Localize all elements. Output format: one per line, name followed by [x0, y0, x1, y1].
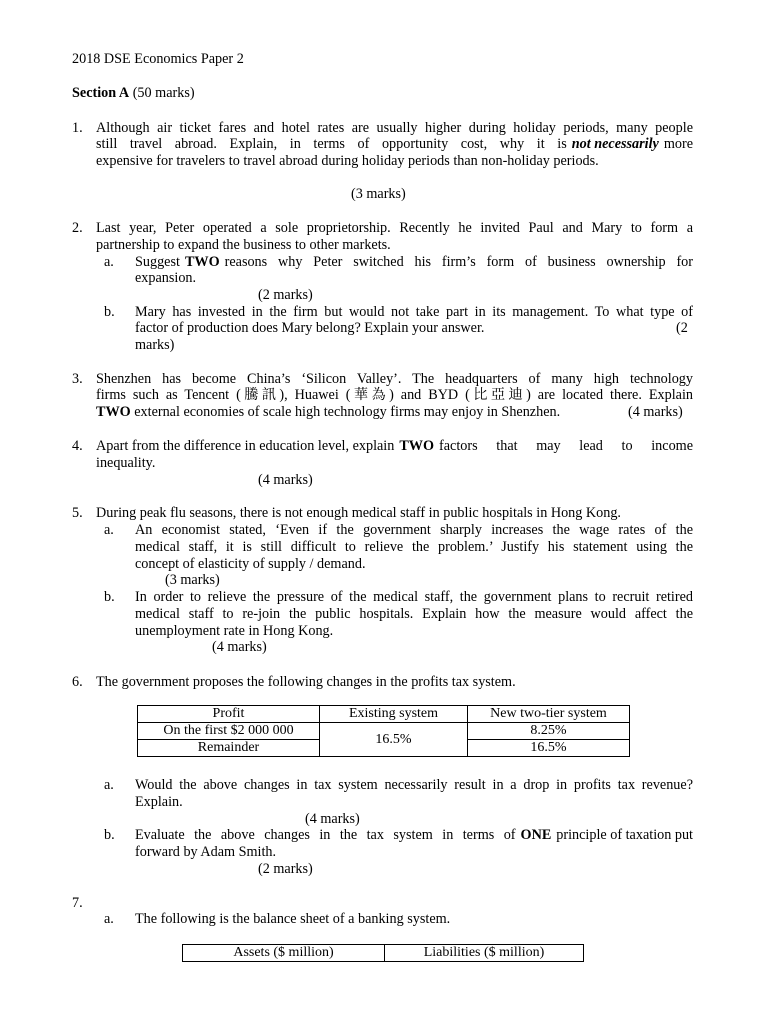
q6b-text: Evaluate the above changes in the tax system in terms of	[135, 827, 516, 843]
q2b-line: Mary has invested in the firm but would not take part in its management. To what type of	[135, 304, 693, 320]
q3-line: firms such as Tencent (騰訊), Huawei (華為) and BYD (比亞迪) are located there. Explain	[96, 387, 693, 403]
subpart-label: a.	[104, 777, 114, 793]
section-title: Section A	[72, 85, 130, 101]
q1-text: more	[663, 136, 693, 152]
q2a-bold: TWO	[184, 254, 220, 270]
q5b-line: unemployment rate in Hong Kong.	[135, 623, 334, 639]
q6b-line: forward by Adam Smith.	[135, 844, 277, 860]
table-cell: Remainder	[138, 740, 320, 757]
subpart-label: b.	[104, 589, 115, 605]
q5a-line: medical staff, it is still difficult to relieve the problem.’ Justify his statement using the	[135, 539, 693, 555]
question-number: 1.	[72, 120, 83, 136]
q6b-marks: (2 marks)	[258, 861, 313, 877]
q1-line: Although air ticket fares and hotel rates are usually higher during holiday periods, many people	[96, 120, 693, 136]
q3-line	[96, 404, 560, 421]
table-cell: 16.5%	[468, 740, 630, 757]
table-cell: On the first $2 000 000	[138, 723, 320, 740]
q3-bold: TWO	[96, 404, 131, 420]
q2b-line: factor of production does Mary belong? Explain your answer.	[135, 320, 485, 336]
q4-line	[96, 438, 693, 455]
q7a-line: The following is the balance sheet of a banking system.	[135, 911, 451, 927]
q2a-marks: (2 marks)	[258, 287, 313, 303]
q2b-marks: (2	[676, 320, 688, 336]
q2-line: Last year, Peter operated a sole proprietorship. Recently he invited Paul and Mary to form a	[96, 220, 693, 236]
q2a-text: reasons why Peter switched his firm’s form of business ownership for	[224, 254, 693, 270]
document-header: 2018 DSE Economics Paper 2	[72, 51, 244, 67]
q4-text: factors that may lead to income	[439, 438, 693, 454]
table-header: Existing system	[320, 706, 468, 723]
q2-line: partnership to expand the business to other markets.	[96, 237, 391, 253]
q1-line: expensive for travelers to travel abroad during holiday periods than non-holiday periods.	[96, 153, 599, 169]
q1-emphasis: not necessarily	[571, 136, 659, 152]
table-header-row	[183, 945, 584, 962]
q6a-line: Would the above changes in tax system necessarily result in a drop in profits tax revenue?	[135, 777, 693, 793]
q5a-line: An economist stated, ‘Even if the government sharply increases the wage rates of the	[135, 522, 693, 538]
q5b-marks: (4 marks)	[212, 639, 267, 655]
q1-marks: (3 marks)	[351, 186, 406, 202]
q6b-text: principle of taxation put	[556, 827, 693, 843]
question-number: 5.	[72, 505, 83, 521]
subpart-label: b.	[104, 304, 115, 320]
question-number: 2.	[72, 220, 83, 236]
q4-text: Apart from the difference in education level, explain	[96, 438, 395, 454]
question-number: 6.	[72, 674, 83, 690]
table-header: New two-tier system	[468, 706, 630, 723]
table-cell: 16.5%	[320, 723, 468, 757]
q6b-bold: ONE	[520, 827, 552, 843]
q3-text: external economies of scale high technology firms may enjoy in Shenzhen.	[134, 404, 561, 420]
subpart-label: a.	[104, 911, 114, 927]
q6-line: The government proposes the following changes in the profits tax system.	[96, 674, 516, 690]
subpart-label: b.	[104, 827, 115, 843]
question-number: 4.	[72, 438, 83, 454]
balance-sheet-table	[182, 944, 584, 962]
subpart-label: a.	[104, 522, 114, 538]
q6a-line: Explain.	[135, 794, 183, 810]
q5a-marks: (3 marks)	[165, 572, 220, 588]
table-header: Liabilities ($ million)	[385, 945, 584, 962]
q1-line	[96, 136, 693, 153]
q4-line: inequality.	[96, 455, 156, 471]
table-header: Assets ($ million)	[183, 945, 385, 962]
q2a-line: expansion.	[135, 270, 197, 286]
q3-line: Shenzhen has become China’s ‘Silicon Valley’. The headquarters of many high technology	[96, 371, 693, 387]
q6a-marks: (4 marks)	[305, 811, 360, 827]
table-header: Profit	[138, 706, 320, 723]
q5a-line: concept of elasticity of supply / demand.	[135, 556, 366, 572]
q2a-line	[135, 254, 693, 271]
section-marks: (50 marks)	[132, 85, 195, 101]
q5b-line: medical staff to re-join the public hospitals. Explain how the measure would affect the	[135, 606, 693, 622]
profits-tax-table	[137, 705, 630, 757]
q4-marks: (4 marks)	[258, 472, 313, 488]
q3-marks: (4 marks)	[628, 404, 683, 420]
section-heading	[72, 85, 195, 102]
q2a-text: Suggest	[135, 254, 180, 270]
q4-bold: TWO	[399, 438, 435, 454]
subpart-label: a.	[104, 254, 114, 270]
question-number: 3.	[72, 371, 83, 387]
table-header-row	[138, 706, 630, 723]
q2b-marks: marks)	[135, 337, 175, 353]
q1-text: still travel abroad. Explain, in terms of opportunity cost, why it is	[96, 136, 567, 152]
q6b-line	[135, 827, 693, 844]
q5-line: During peak flu seasons, there is not enough medical staff in public hospitals in Hong Kong.	[96, 505, 621, 521]
table-cell: 8.25%	[468, 723, 630, 740]
question-number: 7.	[72, 895, 83, 911]
q5b-line: In order to relieve the pressure of the medical staff, the government plans to recruit retired	[135, 589, 693, 605]
table-row	[138, 723, 630, 740]
